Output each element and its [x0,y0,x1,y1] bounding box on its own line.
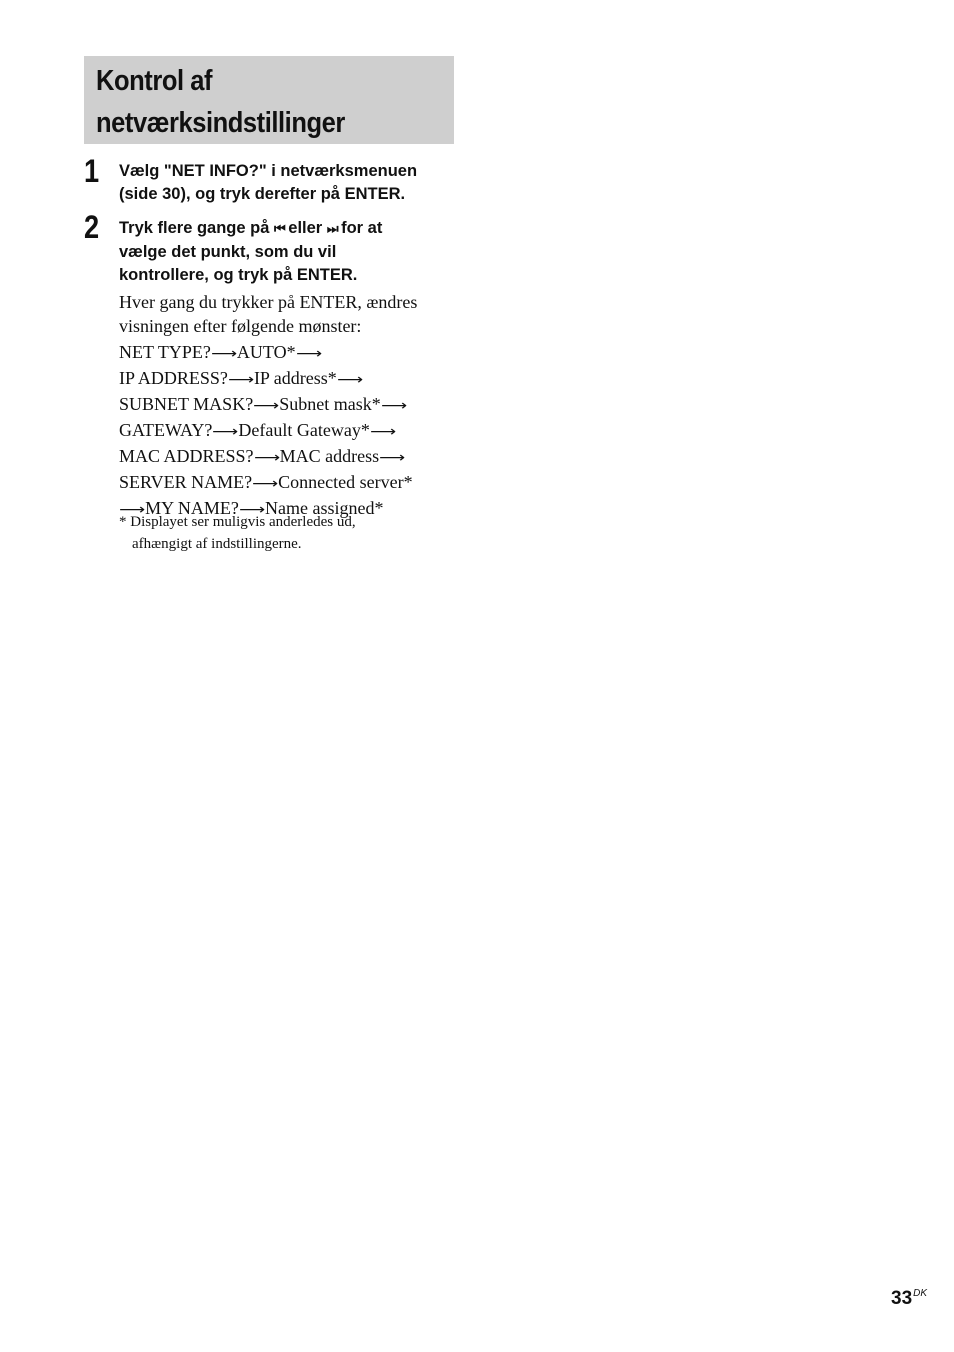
display-sequence [119,340,459,522]
arrow-icon: ⟶ [212,424,239,440]
sequence-item: MAC address [279,446,380,466]
step-number-2: 2 [84,209,100,245]
sequence-line [119,418,459,444]
step-2-text-c: for at [336,219,383,237]
arrow-icon: ⟶ [238,502,265,518]
sequence-item: NET TYPE? [119,342,211,362]
sequence-line [119,470,459,496]
step-1-text [119,160,459,206]
step-2-line-3: kontrollere, og tryk på ENTER. [119,266,358,284]
sequence-item: MY NAME? [145,498,239,518]
sequence-item: Subnet mask* [279,394,381,414]
step-2-text-a: Tryk flere gange på [119,219,274,237]
sequence-line [119,444,459,470]
description-line-2: visningen efter følgende mønster: [119,316,362,336]
step-2-text-b: eller [283,219,327,237]
page-number [891,1283,927,1310]
section-heading [96,60,400,144]
sequence-list [119,340,459,522]
arrow-icon: ⟶ [253,398,280,414]
step-2-description [119,290,459,338]
sequence-item: SERVER NAME? [119,472,253,492]
arrow-icon: ⟶ [295,346,322,362]
arrow-icon: ⟶ [253,450,280,466]
arrow-icon: ⟶ [210,346,237,362]
section-heading-box [84,56,454,144]
footnote [119,511,459,555]
sequence-item: GATEWAY? [119,420,213,440]
footnote-line-2: afhængigt af indstillingerne. [132,536,302,552]
page-number-value: 33 [891,1288,913,1309]
arrow-icon: ⟶ [227,372,254,388]
arrow-icon: ⟶ [379,450,406,466]
page-number-suffix: DK [913,1288,928,1299]
sequence-item: Name assigned* [264,498,384,518]
arrow-icon: ⟶ [369,424,396,440]
arrow-icon: ⟶ [336,372,363,388]
sequence-item: Default Gateway* [238,420,370,440]
arrow-icon: ⟶ [252,476,279,492]
next-track-icon: ⏭ [326,222,337,237]
step-2-line-1 [119,217,459,241]
sequence-item: IP address* [253,368,337,388]
sequence-item: MAC ADDRESS? [119,446,254,466]
previous-track-icon: ⏮ [273,222,284,237]
description-line-1: Hver gang du trykker på ENTER, ændres [119,292,418,312]
arrow-icon: ⟶ [380,398,407,414]
sequence-line [119,392,459,418]
step-2-line-2: vælge det punkt, som du vil [119,243,337,261]
sequence-line [119,366,459,392]
footnote-line-1: * Displayet ser muligvis anderledes ud, [119,514,356,530]
heading-line-2: netværksindstillinger [96,107,345,139]
sequence-line [119,340,459,366]
step-number-1: 1 [84,153,100,189]
sequence-item: AUTO* [236,342,296,362]
sequence-item: IP ADDRESS? [119,368,228,388]
sequence-item: SUBNET MASK? [119,394,254,414]
step-1-line-1: Vælg "NET INFO?" i netværksmenuen [119,162,418,180]
step-2-text [119,217,459,287]
sequence-item: Connected server* [278,472,413,492]
heading-line-1: Kontrol af [96,65,213,97]
step-1-line-2: (side 30), og tryk derefter på ENTER. [119,185,406,203]
arrow-icon: ⟶ [118,502,146,518]
